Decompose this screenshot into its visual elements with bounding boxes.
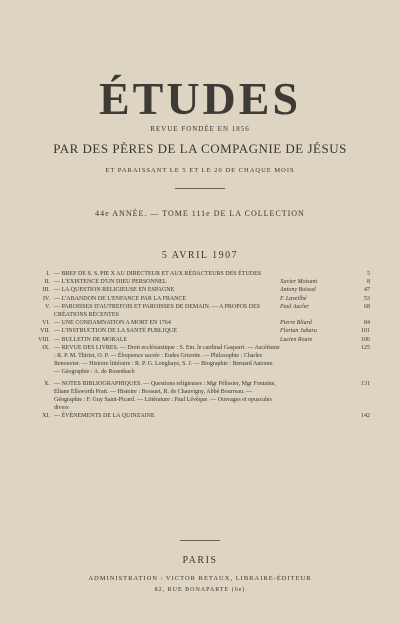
divider [175,188,225,189]
toc-entry: I. — BREF DE S. S. PIE X AU DIRECTEUR ET AUX RÉDACTEURS DES ÉTUDES 5 [46,271,370,277]
publisher-line: PAR DES PÈRES DE LA COMPAGNIE DE JÉSUS [53,141,347,156]
toc-entry: X. — NOTES BIBLIOGRAPHIQUES. — Questions religieuses : Mgr Pélissier, Mgr Fontaine, Eliane Ellsworth Pratt. — Histoire : Bossuet, R. de Chauvigny, Abbé Bourreau. — Géographie : F. Guy Saint-Picard. — Littérature : Paul Lévêque. — Ouvrages et opuscules divers 131 [44,380,370,412]
toc-entry: II. — L'EXISTENCE D'UN DIEU PERSONNEL Xavier Moisant 8 [44,279,370,286]
city: PARIS [182,555,218,566]
tome-line: 44e ANNÉE. — TOME 111e DE LA COLLECTION [95,209,305,218]
divider [180,540,220,541]
toc-entry: VIII. — BULLETIN DE MORALE Lucien Roure 106 [38,336,370,343]
toc-entry: IX. — REVUE DES LIVRES. — Droit ecclésiastique : S. Em. le cardinal Gasparri. — Ascétisme : R. P. M. Thiriet, O. P. — Éloquence sacrée : Eudes Grizotte. — Philosophie : Charles Renouvier. — Histoire littéraire : R. P. G. Longhaye, S. J. — Biographie : Bernard Antoine. — Géographie : A. de Rosenbach 125 [42,344,370,376]
toc-entry: IV. — L'ABANDON DE L'ENFANCE PAR LA FRANCE F. Laveilhé 53 [42,295,370,302]
toc-entry: III. — LA QUESTION RELIGIEUSE EN ESPAGNE Antony Boissel 47 [42,287,370,294]
toc-entry: VII. — L'INSTRUCTION DE LA SANTÉ PUBLIQUE Florian Jubaru 101 [40,328,370,335]
address-line: 82, RUE BONAPARTE (6e) [154,587,246,593]
frequency-line: ET PARAISSANT LE 5 ET LE 20 DE CHAQUE MOIS [105,167,295,174]
issue-date: 5 AVRIL 1907 [161,250,239,261]
toc-entry: VI. — UNE CONDAMNATION A MORT EN 1764 Pierre Bliard 84 [42,320,370,327]
administration-line: ADMINISTRATION : VICTOR RETAUX, LIBRAIRE-ÉDITEUR [88,575,312,582]
journal-title: ÉTUDES [98,73,302,124]
toc-entry: XI. — ÉVÉNEMENTS DE LA QUINZAINE 142 [42,413,370,420]
toc-entry: V. — PAROISSES D'AUTREFOIS ET PAROISSES DE DEMAIN. — A PROPOS DES CRÉATIONS RÉCENTES Paul Aucler 68 [44,303,370,319]
founded-line: REVUE FONDÉE EN 1856 [150,125,250,133]
table-of-contents [30,270,370,421]
